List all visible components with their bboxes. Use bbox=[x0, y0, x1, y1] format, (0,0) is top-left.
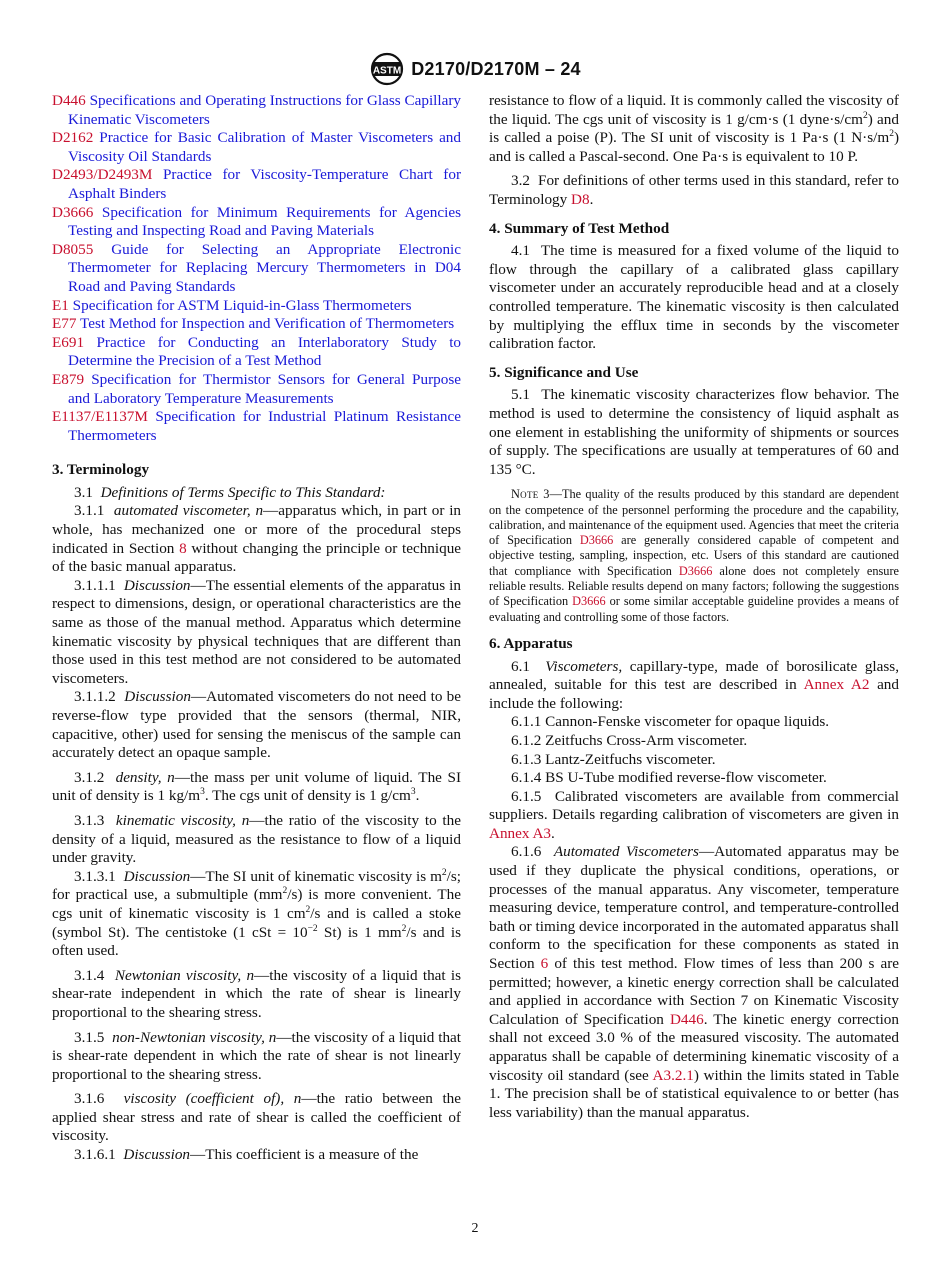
document-designation: D2170/D2170M – 24 bbox=[411, 58, 581, 79]
d446-link[interactable]: D446 bbox=[669, 1010, 704, 1028]
para-6-1-3: 6.1.3 Lantz-Zeitfuchs viscometer. bbox=[511, 750, 716, 768]
note-3: Note 3—The quality of the results produced by this standard are dependent on the competence of the personnel performing the procedure and the capability, calibration, and maintenance of the equipment used. Agencies that meet the criteria of Specification D3666 are generally considered capable of competent and objective testing, sampling, inspection, etc. Users of this standard are cautioned that compliance with Specification D3666 alone does not completely ensure reliable results. Reliable results depend on many factors; following the suggestions of Specification D3666 or some similar acceptable guideline provides a means of evaluating and controlling some of those factors. bbox=[489, 487, 900, 624]
referenced-documents-list bbox=[52, 92, 461, 445]
reference-title: Test Method for Inspection and Verification of Thermometers bbox=[80, 315, 455, 333]
para-3-1-4: 3.1.4 Newtonian viscosity, n—the viscosity of a liquid that is shear-rate independent in which the rate of shear is linearly proportional to the shearing stress. bbox=[52, 966, 462, 1021]
para-3-1-2: 3.1.2 density, n—the mass per unit volume of liquid. The SI unit of density is 1 $kg/m^3$. The cgs unit of density is 1 $g/cm^3$. bbox=[52, 768, 462, 805]
reference-title: Specification for Thermistor Sensors for General Purpose and Laboratory Temperature Measurements bbox=[68, 370, 461, 407]
reference-code-link[interactable]: D446 bbox=[52, 92, 86, 109]
reference-code-link[interactable]: E1 bbox=[52, 296, 69, 314]
reference-code-link[interactable]: E691 bbox=[52, 333, 85, 351]
para-3-1: 3.1 Definitions of Terms Specific to This Standard: bbox=[74, 483, 386, 501]
reference-item bbox=[52, 297, 461, 316]
reference-code-link[interactable]: E1137/E1137M bbox=[52, 408, 148, 426]
reference-code-link[interactable]: D8055 bbox=[52, 240, 94, 258]
para-6-1-5: 6.1.5 Calibrated viscometers are available from commercial suppliers. Details regarding calibration of viscometers are given in Annex A3. bbox=[489, 787, 900, 842]
section-6-heading: 6. Apparatus bbox=[489, 634, 573, 652]
reference-title: Specification for Minimum Requirements for Agencies Testing and Inspecting Road and Paving Materials bbox=[68, 203, 462, 240]
annex-a2-link[interactable]: Annex A2 bbox=[803, 676, 870, 694]
page-header bbox=[0, 52, 950, 86]
reference-item bbox=[52, 241, 461, 297]
reference-code-link[interactable]: D2162 bbox=[52, 129, 94, 147]
a3-2-1-link[interactable]: A3.2.1 bbox=[652, 1066, 694, 1084]
para-6-1-4: 6.1.4 BS U-Tube modified reverse-flow viscometer. bbox=[511, 769, 827, 787]
annex-a3-link[interactable]: Annex A3 bbox=[489, 824, 552, 842]
para-3-1-3: 3.1.3 kinematic viscosity, n—the ratio of the viscosity to the density of a liquid, measured as the resistance to flow of a liquid under gravity. bbox=[52, 811, 461, 867]
reference-code-link[interactable]: E879 bbox=[52, 370, 85, 388]
d3666-link[interactable]: D3666 bbox=[572, 594, 606, 609]
para-3-1-1-2: 3.1.1.2 Discussion—Automated viscometers do not need to be reverse-flow type provided that the sensors (thermal, NIR, capacitive, other) used for sensing the meniscus of the sample can accurately detect an opaque sample. bbox=[52, 688, 461, 762]
svg-text:ASTM: ASTM bbox=[373, 65, 402, 77]
para-4-1: 4.1 The time is measured for a fixed volume of the liquid to flow through the capillary of a calibrated glass capillary viscometer under an accurately reproducible head and at a closely controlled temperature. The kinematic viscosity is then calculated by multiplying the efflux time in seconds by the viscometer calibration factor. bbox=[489, 242, 899, 353]
section-4-heading: 4. Summary of Test Method bbox=[489, 219, 670, 237]
page-number: 2 bbox=[471, 1221, 479, 1236]
reference-code-link[interactable]: D2493/D2493M bbox=[52, 166, 153, 184]
reference-item bbox=[52, 129, 461, 166]
reference-item bbox=[52, 371, 461, 408]
reference-code-link[interactable]: E77 bbox=[52, 315, 77, 333]
reference-item bbox=[52, 204, 461, 241]
reference-title: Practice for Basic Calibration of Master Viscometers and Viscosity Oil Standards bbox=[68, 129, 461, 165]
section-8-link[interactable]: 8 bbox=[179, 539, 187, 557]
section-5-heading: 5. Significance and Use bbox=[489, 363, 639, 381]
reference-title: Practice for Viscosity-Temperature Chart for Asphalt Binders bbox=[68, 166, 462, 202]
para-3-1-6-1: 3.1.6.1 Discussion—This coefficient is a measure of the bbox=[74, 1146, 419, 1164]
para-6-1-2: 6.1.2 Zeitfuchs Cross-Arm viscometer. bbox=[511, 731, 748, 749]
reference-title: Specification for Industrial Platinum Resistance Thermometers bbox=[68, 408, 461, 444]
reference-item bbox=[52, 166, 461, 203]
reference-item bbox=[52, 92, 461, 129]
para-3-1-1: 3.1.1 automated viscometer, n—apparatus which, in part or in whole, has mechanized one or more of the procedural steps indicated in Section 8 without changing the principle or technique of the basic manual apparatus. bbox=[52, 502, 462, 576]
para-3-1-6-1-continued: resistance to flow of a liquid. It is commonly called the viscosity of the liquid. The cgs unit of viscosity is 1 g/cm·s (1 $dyne\cdot s/cm^2$) and is called a poise (P). The SI unit of viscosity is 1 Pa·s (1 $N\cdot s/m^2$) and is called a Pascal-second. One Pa·s is equivalent to 10 P. bbox=[489, 92, 899, 165]
reference-title: Guide for Selecting an Appropriate Electronic Thermometer for Replacing Mercury Thermometers in D04 Road and Paving Standards bbox=[68, 240, 461, 295]
para-3-1-5: 3.1.5 non-Newtonian viscosity, n—the viscosity of a liquid that is shear-rate dependent in which the rate of shear is not linearly proportional to the shearing stress. bbox=[52, 1028, 461, 1083]
section-6-link[interactable]: 6 bbox=[540, 955, 549, 973]
para-6-1-6: 6.1.6 Automated Viscometers—Automated apparatus may be used if they duplicate the physical conditions, operations, or processes of the manual apparatus. Any viscometer, temperature measuring device, temperature control, and temperature-controlled bath or timing device incorporated in the automated apparatus shall conform to the specification for these components as stated in Section 6 of this test method. Flow times of less than 200 s are permitted; however, a kinetic energy correction shall be calculated and applied in accordance with Section 7 on Kinematic Viscosity Calculation of Specification D446. The kinetic energy correction shall not exceed 3.0 % of the measured viscosity. The automated apparatus shall be capable of determining kinematic viscosity of a viscosity oil standard (see A3.2.1) within the limits stated in Table 1. The precision shall be of statistical equivalence to or better (has less variability) than the manual apparatus. bbox=[489, 843, 900, 1121]
section-3-heading: 3. Terminology bbox=[52, 461, 150, 479]
para-6-1: 6.1 Viscometers, capillary-type, made of borosilicate glass, annealed, suitable for this test are described in Annex A2 and include the following: bbox=[489, 657, 900, 712]
reference-item bbox=[52, 408, 461, 445]
right-column bbox=[489, 92, 899, 1122]
d3666-link[interactable]: D3666 bbox=[579, 533, 614, 548]
astm-logo-icon bbox=[369, 52, 405, 86]
reference-title: Practice for Conducting an Interlaboratory Study to Determine the Precision of a Test Method bbox=[68, 333, 462, 370]
d3666-link[interactable]: D3666 bbox=[678, 563, 713, 578]
reference-item bbox=[52, 315, 461, 334]
para-3-2: 3.2 For definitions of other terms used in this standard, refer to Terminology D8. bbox=[489, 172, 899, 208]
reference-title: Specifications and Operating Instructions for Glass Capillary Kinematic Viscometers bbox=[68, 92, 461, 128]
para-3-1-6: 3.1.6 viscosity (coefficient of), n—the ratio between the applied shear stress and rate of shear is called the coefficient of viscosity. bbox=[52, 1090, 461, 1145]
para-6-1-1: 6.1.1 Cannon-Fenske viscometer for opaque liquids. bbox=[511, 713, 830, 731]
para-3-1-3-1: 3.1.3.1 Discussion—The SI unit of kinematic viscosity is $m^2/s$; for practical use, a submultiple $(mm^2/s)$ is more convenient. The cgs unit of kinematic viscosity is 1 $cm^2/s$ and is called a stoke (symbol St). The centistoke (1 cSt = $10^{-2}$ St) is 1 $mm^2/s$ and is often used. bbox=[52, 867, 462, 960]
left-column bbox=[52, 92, 461, 1165]
para-3-1-1-1: 3.1.1.1 Discussion—The essential elements of the apparatus in respect to dimensions, design, or operational characteristics are the same as those of the manual method. Apparatus which determine kinematic viscosity by physical techniques that are different than those used in this test method are not considered to be automated viscometers. bbox=[52, 576, 462, 687]
reference-item bbox=[52, 334, 461, 371]
para-5-1: 5.1 The kinematic viscosity characterizes flow behavior. The method is used to determine the consistency of liquid asphalt as one element in establishing the uniformity of shipments or sources of supply. The specifications are usually at temperatures of 60 and 135 °C. bbox=[489, 386, 899, 478]
reference-title: Specification for ASTM Liquid-in-Glass Thermometers bbox=[72, 296, 412, 314]
terminology-d8-link[interactable]: D8 bbox=[571, 190, 590, 208]
reference-code-link[interactable]: D3666 bbox=[52, 203, 94, 221]
